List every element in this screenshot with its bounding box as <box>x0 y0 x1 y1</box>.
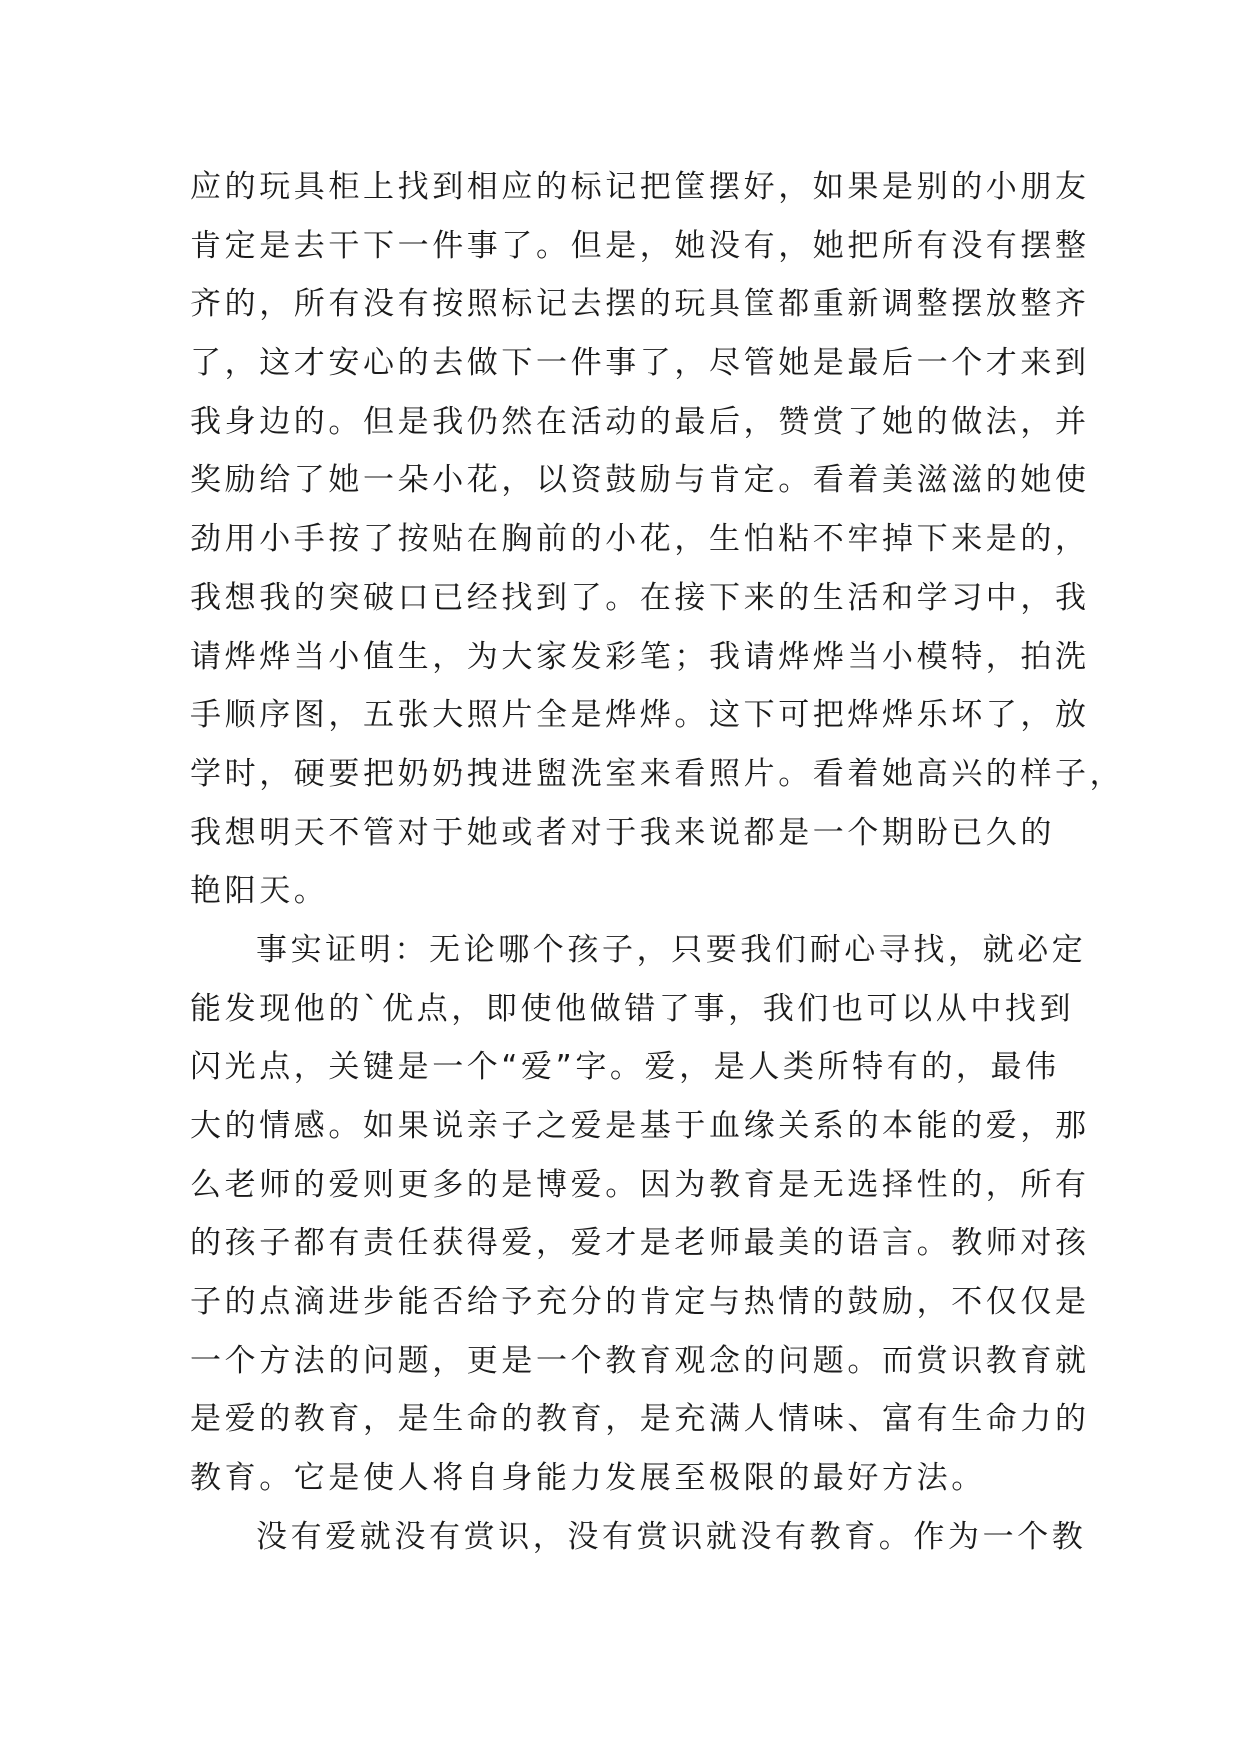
text-line: 应的玩具柜上找到相应的标记把筐摆好，如果是别的小朋友 <box>190 169 1090 205</box>
text-line: 教育。它是使人将自身能力发展至极限的最好方法。 <box>190 1460 986 1497</box>
text-line: 没有爱就没有赏识，没有赏识就没有教育。作为一个教 <box>256 1518 1087 1555</box>
text-line: 肯定是去干下一件事了。但是，她没有，她把所有没有摆整 <box>190 227 1090 264</box>
text-line: 我想我的突破口已经找到了。在接下来的生活和学习中，我 <box>190 579 1090 616</box>
paragraph-1 <box>190 158 1125 921</box>
text-line: 我身边的。但是我仍然在活动的最后，赞赏了她的做法，并 <box>190 403 1090 440</box>
text-line: 的孩子都有责任获得爱，爱才是老师最美的语言。教师对孩 <box>190 1225 1090 1262</box>
text-line: 手顺序图，五张大照片全是烨烨。这下可把烨烨乐坏了，放 <box>190 697 1090 734</box>
text-line: 了，这才安心的去做下一件事了，尽管她是最后一个才来到 <box>190 345 1090 382</box>
body-text <box>190 158 1125 1567</box>
text-line: 大的情感。如果说亲子之爱是基于血缘关系的本能的爱，那 <box>190 1108 1090 1144</box>
text-line: 请烨烨当小值生，为大家发彩笔；我请烨烨当小模特，拍洗 <box>190 638 1090 675</box>
text-line: 子的点滴进步能否给予充分的肯定与热情的鼓励，不仅仅是 <box>190 1284 1090 1321</box>
text-line: 是爱的教育，是生命的教育，是充满人情味、富有生命力的 <box>190 1401 1090 1438</box>
text-line: 我想明天不管对于她或者对于我来说都是一个期盼已久的 <box>190 814 1055 851</box>
text-line: 劲用小手按了按贴在胸前的小花，生怕粘不牢掉下来是的， <box>190 521 1090 558</box>
text-line: 艳阳天。 <box>190 873 329 910</box>
text-line: 一个方法的问题，更是一个教育观念的问题。而赏识教育就 <box>190 1342 1090 1379</box>
text-line: 齐的，所有没有按照标记去摆的玩具筐都重新调整摆放整齐 <box>190 286 1090 323</box>
text-line: 闪光点，关键是一个“爱”字。爱，是人类所特有的，最伟 <box>190 1049 1060 1086</box>
text-line: 能发现他的`优点，即使他做错了事，我们也可以从中找到 <box>190 990 1075 1027</box>
text-line: 学时，硬要把奶奶拽进盥洗室来看照片。看着她高兴的样子， <box>190 755 1125 792</box>
text-line: 么老师的爱则更多的是博爱。因为教育是无选择性的，所有 <box>190 1166 1090 1203</box>
paragraph-3 <box>190 1508 1087 1567</box>
text-line: 事实证明：无论哪个孩子，只要我们耐心寻找，就必定 <box>256 931 1087 968</box>
paragraph-2 <box>190 921 1090 1508</box>
text-line: 奖励给了她一朵小花，以资鼓励与肯定。看着美滋滋的她使 <box>190 462 1090 499</box>
